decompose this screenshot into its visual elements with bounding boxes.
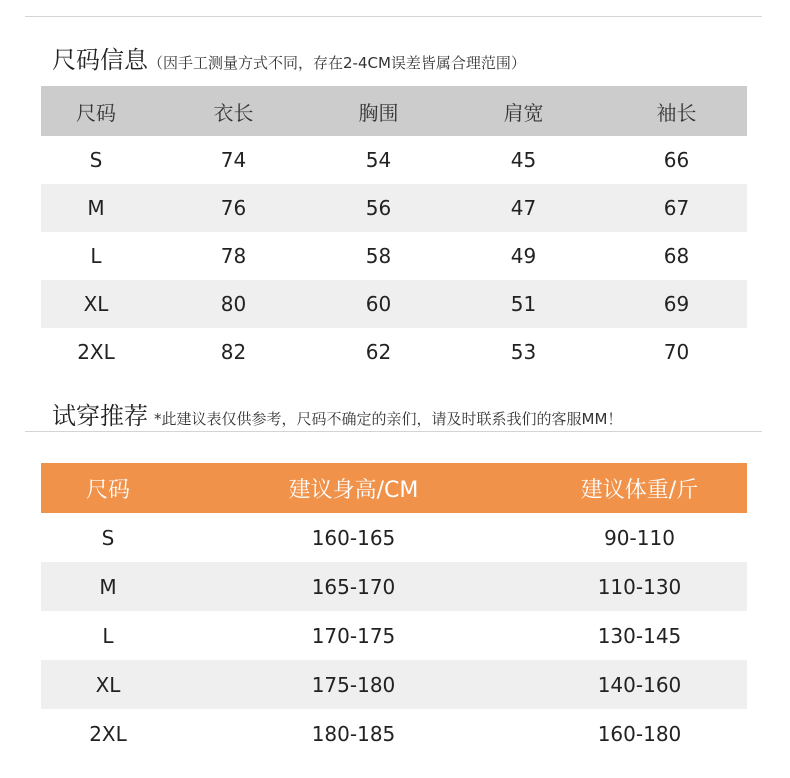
table-cell: 2XL bbox=[77, 340, 115, 364]
section-divider bbox=[25, 431, 762, 432]
recommendation-title: 试穿推荐 bbox=[52, 402, 148, 430]
table-row bbox=[41, 709, 747, 758]
table-cell: 60 bbox=[316, 280, 441, 328]
table-row bbox=[41, 184, 747, 232]
table-cell: 90-110 bbox=[604, 525, 675, 550]
table-cell: 82 bbox=[220, 340, 247, 364]
table-cell: M bbox=[41, 184, 151, 232]
size-table-header: 袖长 bbox=[606, 86, 747, 136]
table-cell: 80 bbox=[151, 280, 316, 328]
table-cell: 45 bbox=[510, 148, 537, 172]
table-cell: 175-180 bbox=[175, 660, 532, 709]
table-cell: 74 bbox=[220, 148, 247, 172]
table-cell: 67 bbox=[606, 184, 747, 232]
table-row bbox=[41, 136, 747, 184]
size-table-header-row bbox=[41, 86, 747, 136]
size-table-header: 胸围 bbox=[316, 86, 441, 136]
table-cell: 51 bbox=[441, 280, 606, 328]
table-cell: 58 bbox=[365, 244, 392, 268]
table-cell: 110-130 bbox=[532, 562, 747, 611]
table-cell: S bbox=[89, 148, 103, 172]
table-cell: 140-160 bbox=[532, 660, 747, 709]
table-row bbox=[41, 232, 747, 280]
table-cell: 70 bbox=[663, 340, 690, 364]
table-cell: 54 bbox=[365, 148, 392, 172]
recommendation-table bbox=[41, 463, 747, 758]
table-cell: 68 bbox=[663, 244, 690, 268]
table-cell: M bbox=[41, 562, 175, 611]
table-row bbox=[41, 513, 747, 562]
size-info-note: （因手工测量方式不同，存在2-4CM误差皆属合理范围） bbox=[148, 54, 526, 72]
table-cell: S bbox=[101, 525, 115, 550]
size-info-heading bbox=[52, 40, 526, 75]
size-info-table bbox=[41, 86, 747, 376]
table-cell: 160-165 bbox=[311, 525, 396, 550]
table-cell: 165-170 bbox=[175, 562, 532, 611]
recommendation-header: 建议身高/CM bbox=[175, 463, 532, 513]
recommendation-header: 建议体重/斤 bbox=[532, 463, 747, 513]
table-cell: 180-185 bbox=[311, 721, 396, 746]
table-cell: XL bbox=[41, 280, 151, 328]
table-cell: 2XL bbox=[89, 721, 127, 746]
recommendation-heading bbox=[52, 396, 622, 431]
recommendation-header-row bbox=[41, 463, 747, 513]
top-divider bbox=[25, 16, 762, 17]
table-cell: 49 bbox=[510, 244, 537, 268]
recommendation-note: *此建议表仅供参考，尺码不确定的亲们，请及时联系我们的客服MM！ bbox=[154, 410, 623, 428]
table-cell: 66 bbox=[663, 148, 690, 172]
table-cell: XL bbox=[41, 660, 175, 709]
table-cell: 130-145 bbox=[597, 623, 682, 648]
table-cell: 160-180 bbox=[597, 721, 682, 746]
table-row bbox=[41, 660, 747, 709]
size-table-header: 尺码 bbox=[41, 86, 151, 136]
table-row bbox=[41, 611, 747, 660]
table-row bbox=[41, 562, 747, 611]
table-row bbox=[41, 280, 747, 328]
table-cell: L bbox=[90, 244, 102, 268]
table-cell: 69 bbox=[606, 280, 747, 328]
table-cell: 53 bbox=[510, 340, 537, 364]
recommendation-header: 尺码 bbox=[41, 463, 175, 513]
table-cell: 170-175 bbox=[311, 623, 396, 648]
table-cell: 76 bbox=[151, 184, 316, 232]
table-row bbox=[41, 328, 747, 376]
table-cell: 62 bbox=[365, 340, 392, 364]
size-table-header: 衣长 bbox=[151, 86, 316, 136]
table-cell: L bbox=[102, 623, 114, 648]
table-cell: 47 bbox=[441, 184, 606, 232]
table-cell: 78 bbox=[220, 244, 247, 268]
size-table-header: 肩宽 bbox=[441, 86, 606, 136]
size-info-title: 尺码信息 bbox=[52, 46, 148, 74]
table-cell: 56 bbox=[316, 184, 441, 232]
